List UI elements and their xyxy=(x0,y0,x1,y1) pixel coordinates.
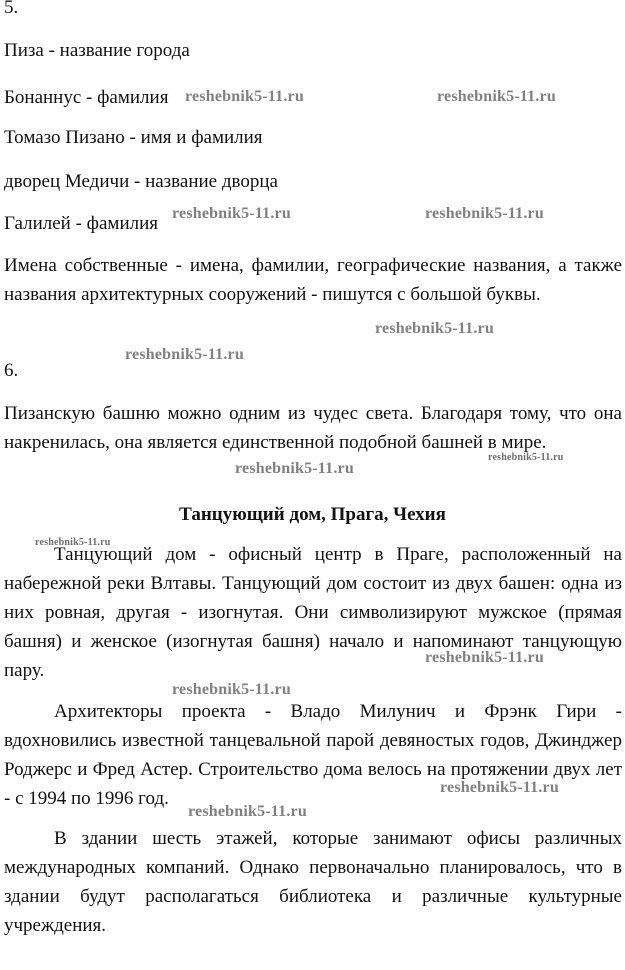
section-5-line-4: дворец Медичи - название дворца xyxy=(4,171,278,192)
section-6-number: 6. xyxy=(4,360,19,381)
watermark: reshebnik5-11.ru xyxy=(185,88,304,105)
watermark: reshebnik5-11.ru xyxy=(188,803,307,820)
watermark: reshebnik5-11.ru xyxy=(125,346,244,363)
article-title: Танцующий дом, Прага, Чехия xyxy=(179,504,446,525)
watermark: reshebnik5-11.ru xyxy=(437,88,556,105)
section-5-line-5: Галилей - фамилия xyxy=(4,213,158,234)
section-5-conclusion: Имена собственные - имена, фамилии, географические названия, а также названия архитектурных сооружений - пишутся с большой буквы. xyxy=(4,255,622,305)
watermark: reshebnik5-11.ru xyxy=(440,779,559,796)
section-5-line-3: Томазо Пизано - имя и фамилия xyxy=(4,127,263,148)
watermark: reshebnik5-11.ru xyxy=(235,460,354,477)
watermark: reshebnik5-11.ru xyxy=(172,205,291,222)
watermark: reshebnik5-11.ru xyxy=(375,320,494,337)
watermark: reshebnik5-11.ru xyxy=(425,649,544,666)
article-paragraph-2: Архитекторы проекта - Владо Милунич и Фрэнк Гири - вдохновились известной танцевальной парой девяностых годов, Джинджер Роджерс и Фред Астер. Строительство дома велось на протяжении двух лет - с 1994 по 1996 год. xyxy=(4,701,622,809)
watermark: reshebnik5-11.ru xyxy=(425,205,544,222)
article-paragraph-3: В здании шесть этажей, которые занимают офисы различных международных компаний. Однако первоначально планировалось, что в здании будут располагаться библиотека и различные культурные учреждения. xyxy=(4,828,622,936)
watermark: reshebnik5-11.ru xyxy=(172,681,291,698)
section-6-text: Пизанскую башню можно одним из чудес света. Благодаря тому, что она накренилась, она является единственной подобной башней в мире. xyxy=(4,403,622,453)
watermark: reshebnik5-11.ru xyxy=(35,537,111,548)
article-paragraph-1: Танцующий дом - офисный центр в Праге, расположенный на набережной реки Влтавы. Танцующий дом состоит из двух башен: одна из них ровная, другая - изогнутая. Они символизируют мужское (прямая башня) и женское (изогнутая башня) начало и напоминают танцующую пару. xyxy=(4,544,622,681)
section-5-line-1: Пиза - название города xyxy=(4,40,190,61)
watermark: reshebnik5-11.ru xyxy=(488,452,564,463)
section-5-number: 5. xyxy=(4,0,19,18)
section-5-line-2: Бонаннус - фамилия xyxy=(4,87,169,108)
